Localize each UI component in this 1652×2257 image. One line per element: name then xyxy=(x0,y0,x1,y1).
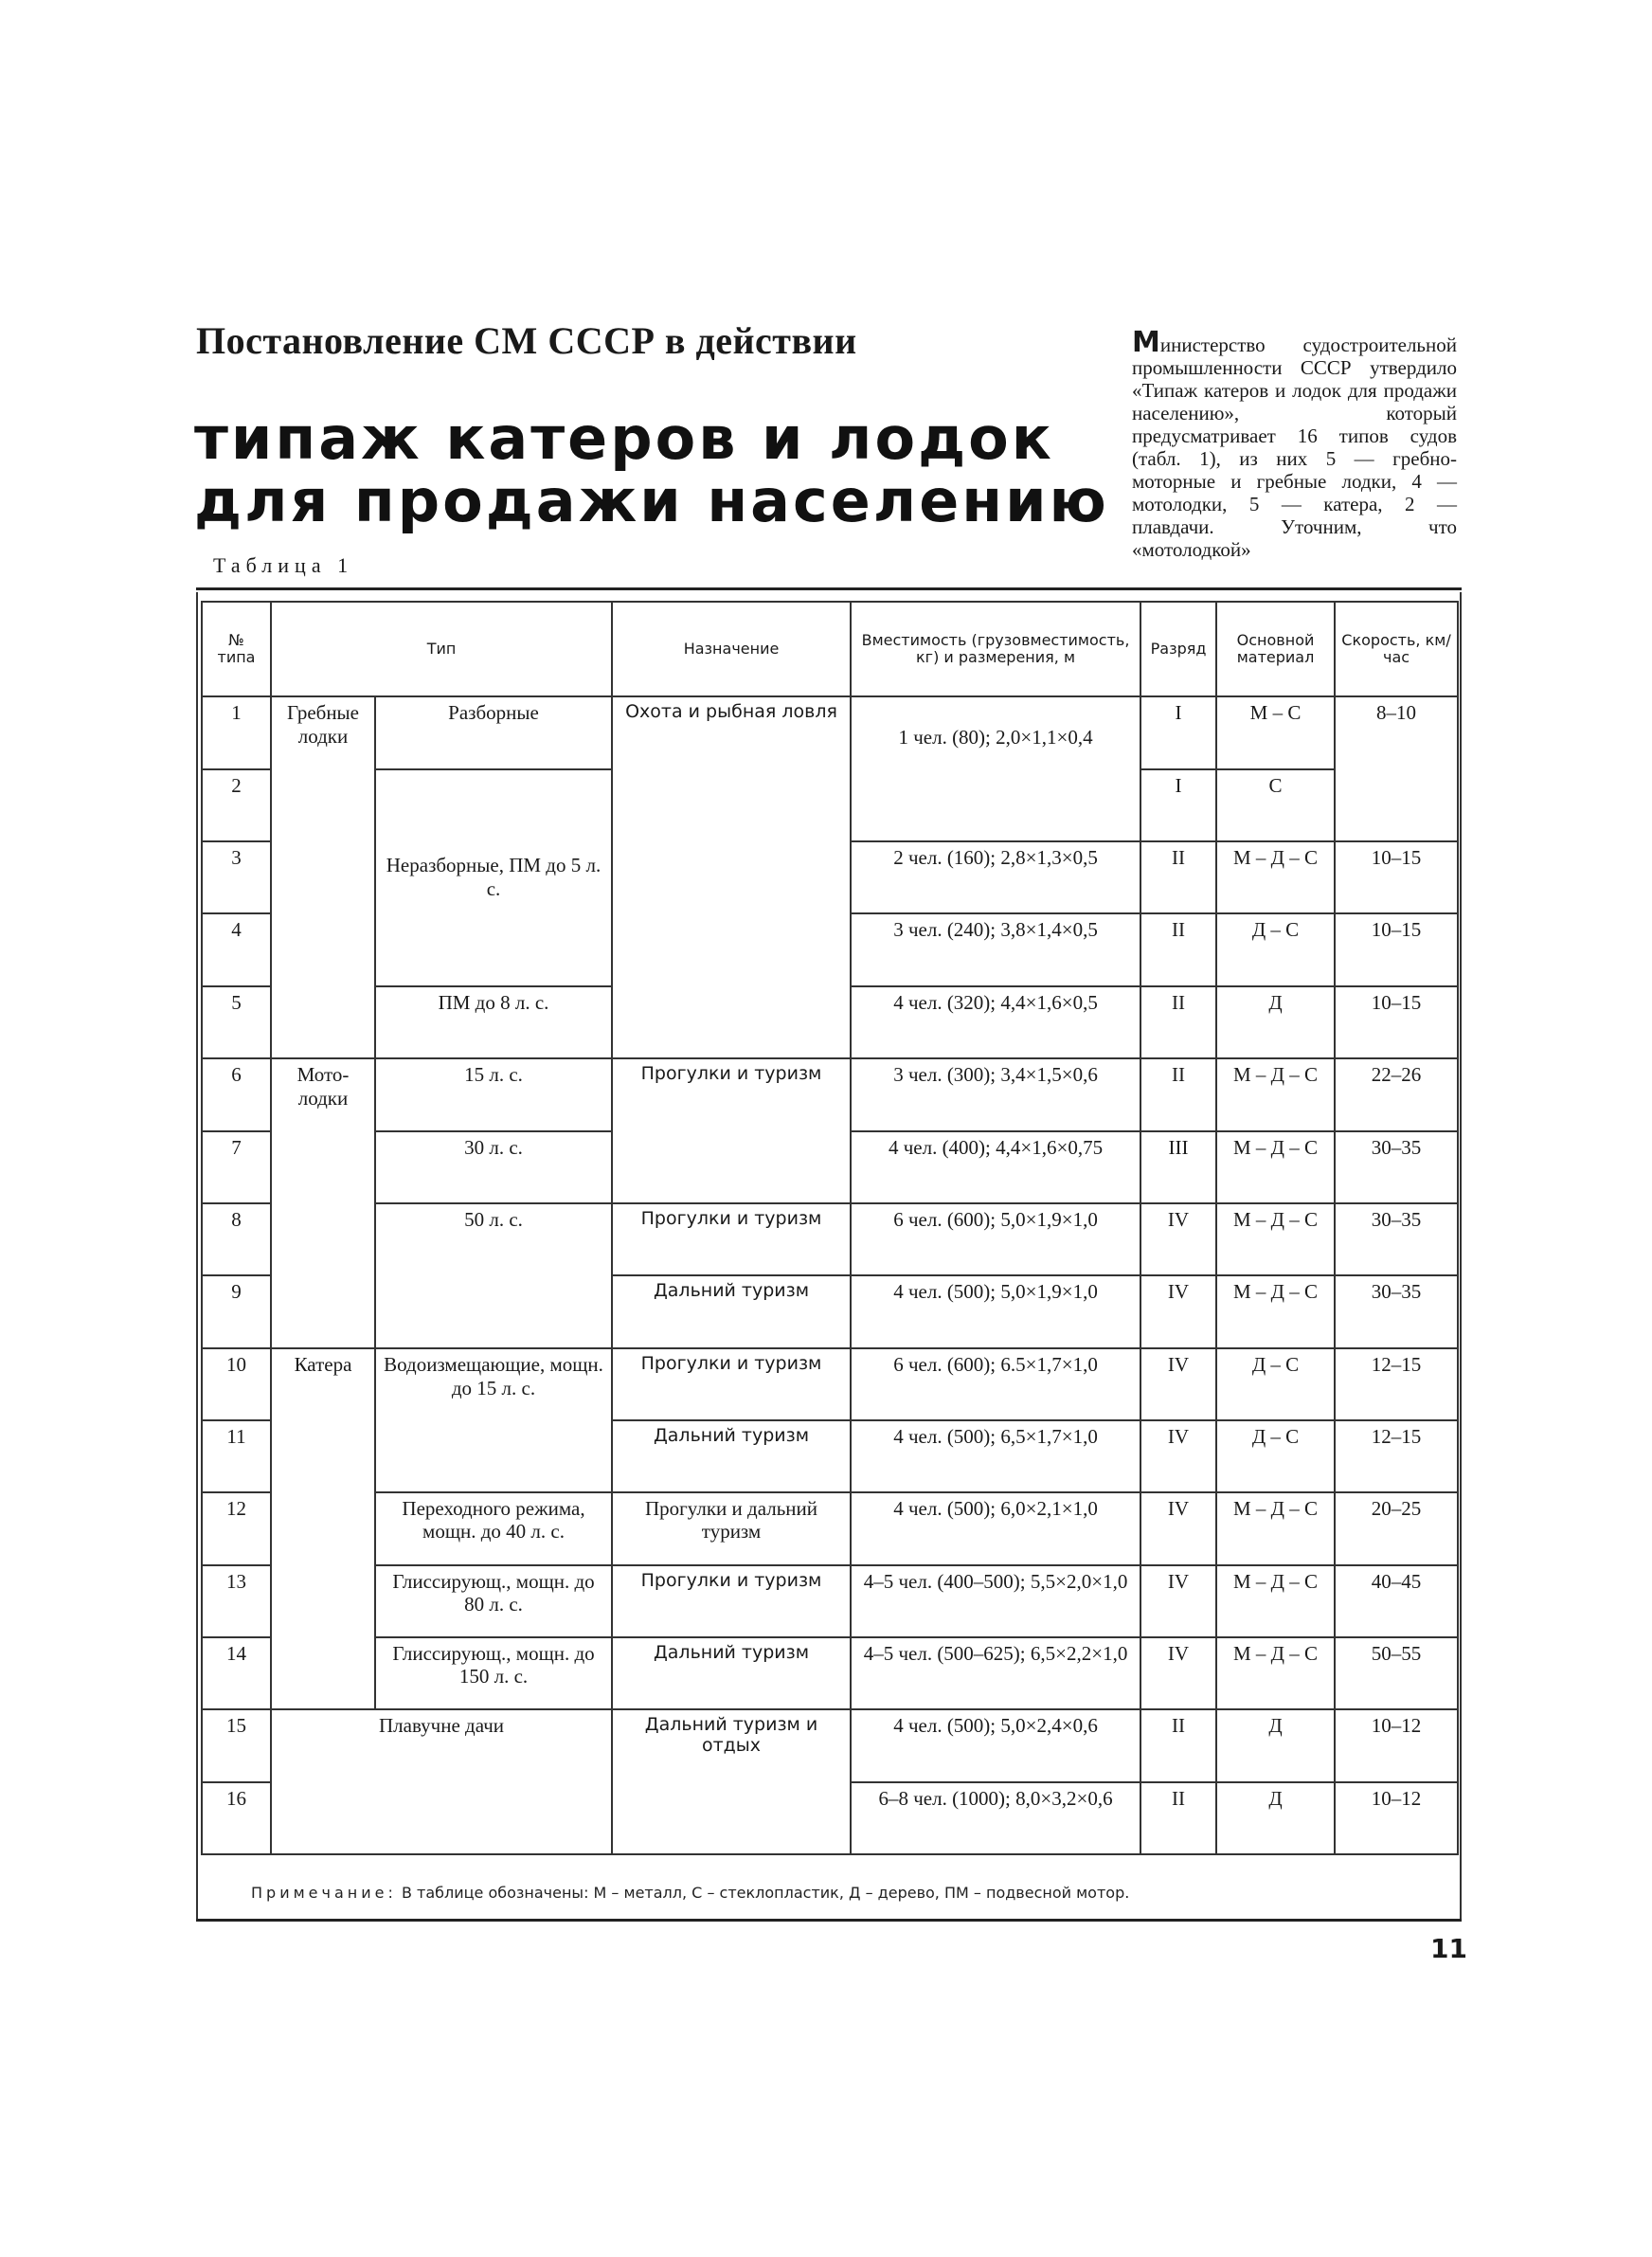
intro-text: инистерство судостроительной промышленности СССР утвердило «Типаж катеров и лодок для продажи населению», который предусматривает 16 типов судов (табл. 1), из них 5 — гребно-моторные и гребные лодки, 4 — мотолодки, 5 — катера, 2 — плавдачи. Уточним, что «мотолодкой» xyxy=(1132,334,1457,561)
cell-material: Д xyxy=(1216,986,1335,1058)
subtype-noncollapsible: Неразборные, ПМ до 5 л. с. xyxy=(375,769,612,986)
cell-grade: II xyxy=(1140,1709,1216,1781)
table-row xyxy=(202,1637,1458,1709)
cell-grade: II xyxy=(1140,986,1216,1058)
cell-speed: 20–25 xyxy=(1335,1492,1458,1564)
cell-material: Д xyxy=(1216,1782,1335,1854)
cell-num: 9 xyxy=(202,1275,271,1347)
group-houseboats: Плавучне дачи xyxy=(271,1709,612,1854)
header-type: Тип xyxy=(271,602,612,696)
rubric-title: Постановление СМ СССР в действии xyxy=(196,319,857,362)
cell-speed: 8–10 xyxy=(1335,696,1458,841)
cell-material: М – Д – С xyxy=(1216,1492,1335,1564)
drop-cap: М xyxy=(1132,326,1160,359)
purpose-walks-long: Прогулки и дальний туризм xyxy=(612,1492,851,1564)
capacity-cell: 4 чел. (500); 6,0×2,1×1,0 xyxy=(851,1492,1140,1564)
subtype-hp50: 50 л. с. xyxy=(375,1203,612,1348)
header-capacity: Вместимость (грузовместимость, кг) и размерения, м xyxy=(851,602,1140,696)
subtype-hp30: 30 л. с. xyxy=(375,1131,612,1203)
cell-speed: 30–35 xyxy=(1335,1275,1458,1347)
cell-material: М – Д – С xyxy=(1216,1637,1335,1709)
purpose-long-rest: Дальний туризм и отдых xyxy=(612,1709,851,1854)
cell-grade: II xyxy=(1140,913,1216,985)
subtype-planing150: Глиссирующ., мощн. до 150 л. с. xyxy=(375,1637,612,1709)
intro-paragraph xyxy=(1132,326,1457,561)
header-material: Основной материал xyxy=(1216,602,1335,696)
cell-grade: IV xyxy=(1140,1420,1216,1492)
subtype-hp15: 15 л. с. xyxy=(375,1058,612,1130)
purpose-hunting: Охота и рыбная ловля xyxy=(612,696,851,1058)
header-purpose: Назначение xyxy=(612,602,851,696)
headline xyxy=(194,404,1109,535)
purpose-long: Дальний туризм xyxy=(612,1420,851,1492)
cell-num: 7 xyxy=(202,1131,271,1203)
cell-num: 12 xyxy=(202,1492,271,1564)
headline-line-1: типаж катеров и лодок xyxy=(194,404,1054,473)
table-footnote xyxy=(251,1884,1129,1902)
cell-grade: II xyxy=(1140,841,1216,913)
table-row xyxy=(202,1203,1458,1275)
cell-speed: 10–12 xyxy=(1335,1782,1458,1854)
cell-grade: IV xyxy=(1140,1637,1216,1709)
cell-grade: IV xyxy=(1140,1348,1216,1420)
table-top-rule xyxy=(196,587,1462,590)
boats-table xyxy=(201,601,1459,1855)
cell-num: 3 xyxy=(202,841,271,913)
capacity-cell: 4 чел. (320); 4,4×1,6×0,5 xyxy=(851,986,1140,1058)
cell-speed: 10–12 xyxy=(1335,1709,1458,1781)
header-speed: Скорость, км/час xyxy=(1335,602,1458,696)
cell-grade: IV xyxy=(1140,1203,1216,1275)
table-header-row xyxy=(202,602,1458,696)
cell-num: 8 xyxy=(202,1203,271,1275)
cell-speed: 40–45 xyxy=(1335,1565,1458,1637)
purpose-long: Дальний туризм xyxy=(612,1275,851,1347)
subtype-pm8: ПМ до 8 л. с. xyxy=(375,986,612,1058)
capacity-cell: 4–5 чел. (400–500); 5,5×2,0×1,0 xyxy=(851,1565,1140,1637)
cell-material: М – Д – С xyxy=(1216,1565,1335,1637)
cell-speed: 12–15 xyxy=(1335,1348,1458,1420)
cell-grade: II xyxy=(1140,1058,1216,1130)
cell-material: М – Д – С xyxy=(1216,841,1335,913)
footnote-lead: Примечание: xyxy=(251,1884,397,1902)
purpose-walks: Прогулки и туризм xyxy=(612,1203,851,1275)
table-row xyxy=(202,1565,1458,1637)
capacity-cell: 2 чел. (160); 2,8×1,3×0,5 xyxy=(851,841,1140,913)
cell-speed: 30–35 xyxy=(1335,1131,1458,1203)
purpose-long: Дальний туризм xyxy=(612,1637,851,1709)
headline-line-2: для продажи населению xyxy=(194,466,1109,535)
cell-speed: 50–55 xyxy=(1335,1637,1458,1709)
cell-speed: 10–15 xyxy=(1335,986,1458,1058)
page-number: 11 xyxy=(1430,1933,1467,1964)
cell-material: С xyxy=(1216,769,1335,841)
cell-num: 6 xyxy=(202,1058,271,1130)
purpose-walks: Прогулки и туризм xyxy=(612,1058,851,1203)
purpose-walks: Прогулки и туризм xyxy=(612,1565,851,1637)
cell-speed: 12–15 xyxy=(1335,1420,1458,1492)
cell-grade: I xyxy=(1140,769,1216,841)
table-label: Таблица 1 xyxy=(213,553,354,577)
cell-material: М – Д – С xyxy=(1216,1058,1335,1130)
cell-material: Д – С xyxy=(1216,913,1335,985)
cell-num: 5 xyxy=(202,986,271,1058)
cell-material: Д xyxy=(1216,1709,1335,1781)
purpose-walks: Прогулки и туризм xyxy=(612,1348,851,1420)
cell-num: 1 xyxy=(202,696,271,768)
subtype-transitional: Переходного режима, мощн. до 40 л. с. xyxy=(375,1492,612,1564)
header-num: № типа xyxy=(202,602,271,696)
cell-num: 2 xyxy=(202,769,271,841)
cell-num: 13 xyxy=(202,1565,271,1637)
cell-num: 16 xyxy=(202,1782,271,1854)
table-row xyxy=(202,696,1458,768)
group-motor: Мото-лодки xyxy=(271,1058,375,1347)
cell-material: Д – С xyxy=(1216,1420,1335,1492)
cell-material: М – С xyxy=(1216,696,1335,768)
footnote-text: В таблице обозначены: М – металл, С – стеклопластик, Д – дерево, ПМ – подвесной мотор. xyxy=(401,1884,1130,1902)
capacity-cell: 4 чел. (500); 6,5×1,7×1,0 xyxy=(851,1420,1140,1492)
capacity-cell: 1 чел. (80); 2,0×1,1×0,4 xyxy=(851,696,1140,841)
capacity-cell: 4 чел. (400); 4,4×1,6×0,75 xyxy=(851,1131,1140,1203)
cell-num: 10 xyxy=(202,1348,271,1420)
cell-grade: IV xyxy=(1140,1492,1216,1564)
cell-grade: III xyxy=(1140,1131,1216,1203)
capacity-cell: 6 чел. (600); 6.5×1,7×1,0 xyxy=(851,1348,1140,1420)
table-row xyxy=(202,1709,1458,1781)
capacity-cell: 6–8 чел. (1000); 8,0×3,2×0,6 xyxy=(851,1782,1140,1854)
cell-speed: 10–15 xyxy=(1335,841,1458,913)
cell-num: 14 xyxy=(202,1637,271,1709)
cell-material: М – Д – С xyxy=(1216,1275,1335,1347)
cell-num: 4 xyxy=(202,913,271,985)
capacity-cell: 4 чел. (500); 5,0×1,9×1,0 xyxy=(851,1275,1140,1347)
group-cutters: Катера xyxy=(271,1348,375,1710)
cell-material: М – Д – С xyxy=(1216,1131,1335,1203)
capacity-cell: 3 чел. (240); 3,8×1,4×0,5 xyxy=(851,913,1140,985)
subtype-planing80: Глиссирующ., мощн. до 80 л. с. xyxy=(375,1565,612,1637)
table-row xyxy=(202,1348,1458,1420)
table-row xyxy=(202,1492,1458,1564)
table-bottom-rule xyxy=(196,1919,1462,1922)
cell-grade: II xyxy=(1140,1782,1216,1854)
cell-grade: IV xyxy=(1140,1275,1216,1347)
cell-material: М – Д – С xyxy=(1216,1203,1335,1275)
subtype-displacement: Водоизмещающие, мощн. до 15 л. с. xyxy=(375,1348,612,1493)
capacity-cell: 3 чел. (300); 3,4×1,5×0,6 xyxy=(851,1058,1140,1130)
capacity-cell: 4 чел. (500); 5,0×2,4×0,6 xyxy=(851,1709,1140,1781)
subtype-collapsible: Разборные xyxy=(375,696,612,768)
cell-speed: 30–35 xyxy=(1335,1203,1458,1275)
group-rowing: Гребные лодки xyxy=(271,696,375,1058)
cell-speed: 10–15 xyxy=(1335,913,1458,985)
header-grade: Разряд xyxy=(1140,602,1216,696)
cell-num: 11 xyxy=(202,1420,271,1492)
cell-speed: 22–26 xyxy=(1335,1058,1458,1130)
capacity-cell: 6 чел. (600); 5,0×1,9×1,0 xyxy=(851,1203,1140,1275)
cell-num: 15 xyxy=(202,1709,271,1781)
capacity-cell: 4–5 чел. (500–625); 6,5×2,2×1,0 xyxy=(851,1637,1140,1709)
cell-grade: IV xyxy=(1140,1565,1216,1637)
table-row xyxy=(202,1058,1458,1130)
cell-grade: I xyxy=(1140,696,1216,768)
cell-material: Д – С xyxy=(1216,1348,1335,1420)
